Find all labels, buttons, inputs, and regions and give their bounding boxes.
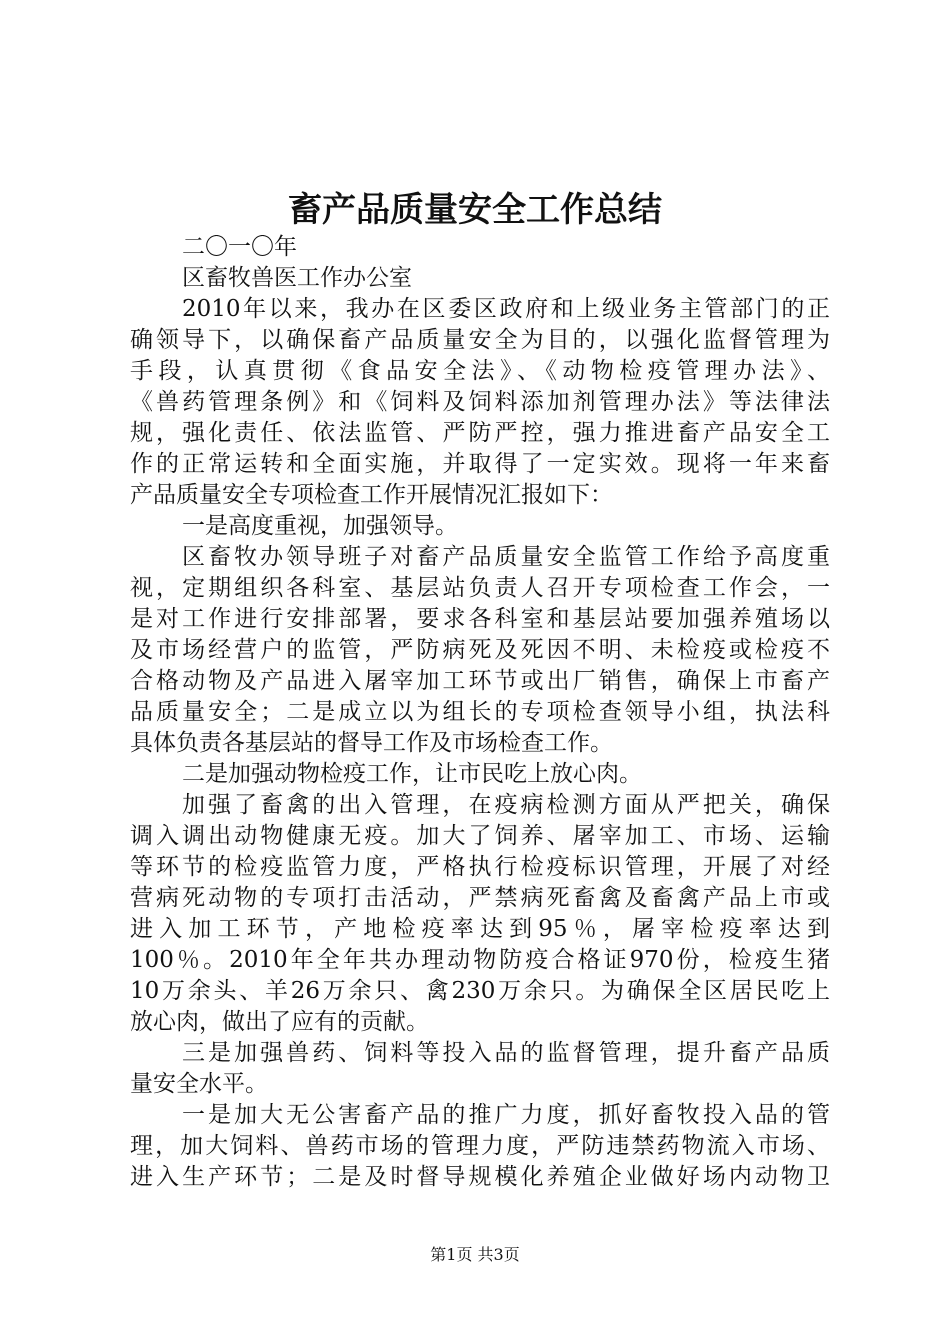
text-line: 视，定期组织各科室、基层站负责人召开专项检查工作会，一	[130, 575, 830, 601]
text-line: 进入生产环节；二是及时督导规模化养殖企业做好场内动物卫	[130, 1164, 830, 1190]
page-title: 畜产品质量安全工作总结	[288, 190, 662, 230]
text-line: 具体负责各基层站的督导工作及市场检查工作。	[130, 730, 613, 756]
text-line: 是对工作进行安排部署，要求各科室和基层站要加强养殖场以	[130, 606, 830, 632]
text-line: 规，强化责任、依法监管、严防严控，强力推进畜产品安全工	[130, 420, 830, 446]
page-footer: 第1页 共3页	[430, 1245, 520, 1264]
text-line: 品质量安全；二是成立以为组长的专项检查领导小组，执法科	[130, 699, 830, 725]
text-line: 二〇一〇年	[182, 234, 297, 260]
text-line: 量安全水平。	[130, 1071, 268, 1097]
text-line: 确领导下，以确保畜产品质量安全为目的，以强化监督管理为	[130, 327, 830, 353]
text-line: 理，加大饲料、兽药市场的管理力度，严防违禁药物流入市场、	[130, 1133, 830, 1159]
text-line: 三是加强兽药、饲料等投入品的监督管理，提升畜产品质	[182, 1040, 830, 1066]
text-line: 一是加大无公害畜产品的推广力度，抓好畜牧投入品的管	[182, 1102, 830, 1128]
text-line: 调入调出动物健康无疫。加大了饲养、屠宰加工、市场、运输	[130, 823, 830, 849]
text-line: 及市场经营户的监管，严防病死及死因不明、未检疫或检疫不	[130, 637, 830, 663]
text-line: 营病死动物的专项打击活动，严禁病死畜禽及畜禽产品上市或	[130, 885, 830, 911]
text-line: 区畜牧兽医工作办公室	[182, 265, 412, 291]
text-line: 《兽药管理条例》和《饲料及饲料添加剂管理办法》等法律法	[130, 389, 830, 415]
text-line: 作的正常运转和全面实施，并取得了一定实效。现将一年来畜	[130, 451, 830, 477]
text-line: 加强了畜禽的出入管理，在疫病检测方面从严把关，确保	[182, 792, 830, 818]
text-line: 一是高度重视，加强领导。	[182, 513, 458, 539]
text-line: 合格动物及产品进入屠宰加工环节或出厂销售，确保上市畜产	[130, 668, 830, 694]
document-body	[130, 232, 830, 1193]
text-line: 区畜牧办领导班子对畜产品质量安全监管工作给予高度重	[182, 544, 830, 570]
text-line: 2010年以来，我办在区委区政府和上级业务主管部门的正	[182, 296, 830, 322]
text-line: 进入加工环节，产地检疫率达到95％，屠宰检疫率达到	[130, 916, 830, 942]
text-line: 二是加强动物检疫工作，让市民吃上放心肉。	[182, 761, 642, 787]
text-line: 产品质量安全专项检查工作开展情况汇报如下：	[130, 482, 613, 508]
text-line: 100％。2010年全年共办理动物防疫合格证970份，检疫生猪	[130, 947, 830, 973]
text-line: 手段，认真贯彻《食品安全法》、《动物检疫管理办法》、	[130, 358, 830, 384]
text-line: 等环节的检疫监管力度，严格执行检疫标识管理，开展了对经	[130, 854, 830, 880]
text-line: 放心肉，做出了应有的贡献。	[130, 1009, 429, 1035]
text-line: 10万余头、羊26万余只、禽230万余只。为确保全区居民吃上	[130, 978, 830, 1004]
